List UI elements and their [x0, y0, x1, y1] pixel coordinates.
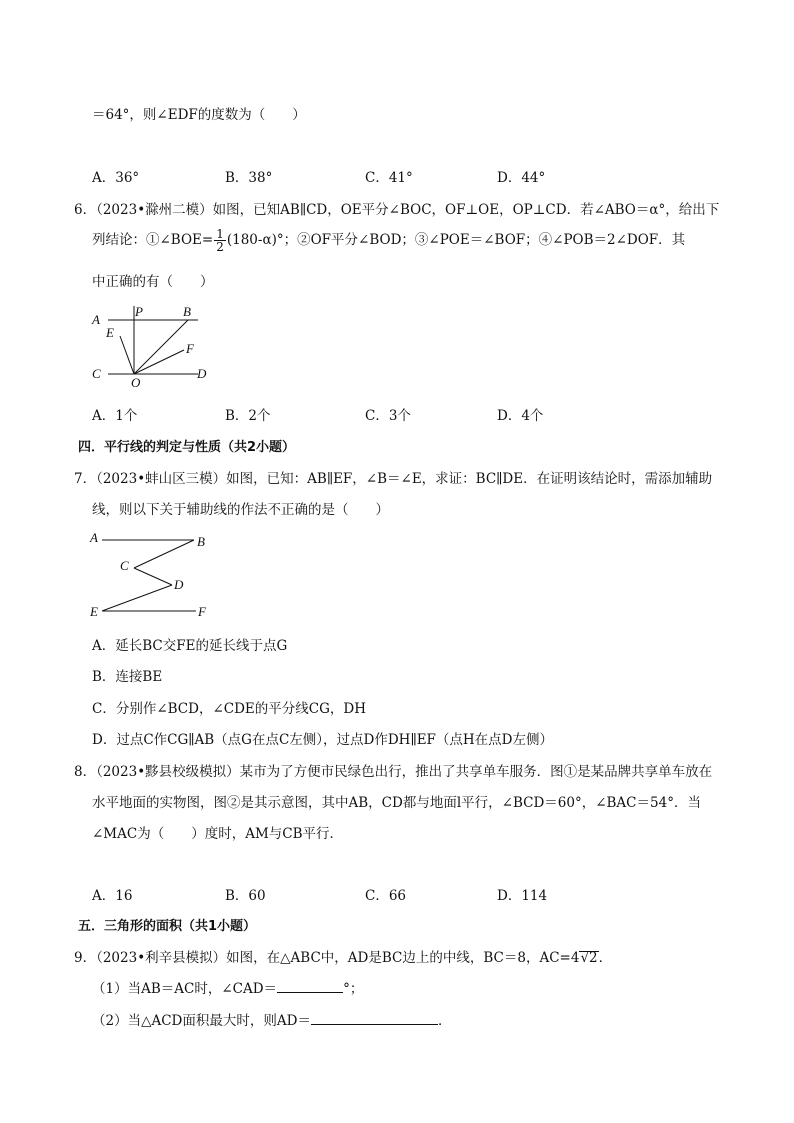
q8-stem-line1: 8．（2023•黟县校级模拟）某市为了方便市民绿色出行，推出了共享单车服务．图①是某品牌共享单车放在 — [74, 764, 713, 780]
q5-option-d: D．44° — [497, 170, 546, 186]
q6-stem-line2 — [92, 228, 685, 253]
section-heading-5: 五．三角形的面积（共1小题） — [78, 919, 257, 934]
q6-label-f: F — [186, 341, 194, 356]
q6-option-d: D．4个 — [497, 408, 544, 424]
q9-stem-line1 — [74, 946, 612, 966]
q6-label-b: B — [183, 304, 191, 319]
q9-sub2-pre: （2）当△ACD面积最大时，则AD＝ — [92, 1013, 311, 1029]
q7-line-bc — [134, 540, 194, 568]
q7-option-d: D．过点C作CG∥AB（点G在点C左侧），过点D作DH∥EF（点H在点D左侧） — [92, 732, 554, 748]
q9-sub2-answer-blank[interactable] — [311, 1012, 438, 1025]
q7-line-cd — [134, 568, 172, 585]
q6-option-a: A．1个 — [92, 408, 138, 424]
q5-option-a: A．36° — [92, 170, 140, 186]
q9-sub2-post: ． — [437, 1013, 452, 1029]
q7-label-f: F — [198, 604, 206, 619]
q7-line-de — [102, 585, 172, 611]
q7-stem-line2: 线，则以下关于辅助线的作法不正确的是（ ） — [92, 502, 389, 518]
q6-line-ob — [134, 320, 188, 374]
q9-sqrt: √2 — [580, 950, 598, 966]
q5-text-line: ＝64°，则∠EDF的度数为（ ） — [92, 107, 306, 123]
q7-label-d: D — [174, 577, 184, 592]
section-heading-4: 四．平行线的判定与性质（共2小题） — [78, 440, 296, 455]
q6-label-o: O — [131, 375, 141, 390]
q7-option-c: C．分别作∠BCD，∠CDE的平分线CG，DH — [92, 701, 366, 717]
q9-sub1-post: °； — [343, 981, 364, 997]
q7-figure — [86, 526, 222, 620]
q6-stem-line3: 中正确的有（ ） — [92, 274, 214, 290]
q9-sub1-answer-blank[interactable] — [277, 980, 343, 993]
q6-fraction-numerator: 1 — [216, 227, 224, 241]
q6-stem-line2-post: (180-α)°；②OF平分∠BOD；③∠POE＝∠BOF；④∠POB＝2∠DOF．其 — [226, 232, 686, 248]
q6-figure — [86, 300, 216, 390]
q6-line-oe — [120, 336, 134, 374]
q6-label-c: C — [92, 366, 101, 381]
q6-stem-line1: 6．（2023•滁州二模）如图，已知AB∥CD，OE平分∠BOC，OF⊥OE，OP⊥CD．若∠ABO＝α°，给出下 — [74, 202, 720, 218]
q6-label-p: P — [135, 304, 143, 319]
q8-option-d: D．114 — [497, 888, 548, 904]
q6-option-b: B．2个 — [225, 408, 271, 424]
q9-sqrt-value: 2 — [589, 950, 598, 966]
q9-sub1-pre: （1）当AB＝AC时，∠CAD＝ — [92, 981, 278, 997]
q6-fraction-denominator: 2 — [216, 240, 224, 254]
q6-label-d: D — [197, 366, 207, 381]
q5-option-c: C．41° — [365, 170, 413, 186]
q8-option-b: B．60 — [225, 888, 266, 904]
q9-sub2 — [92, 1009, 451, 1029]
q6-option-c: C．3个 — [365, 408, 411, 424]
q8-option-a: A．16 — [92, 888, 133, 904]
q7-label-b: B — [197, 534, 205, 549]
q9-sub1 — [92, 977, 363, 997]
q8-stem-line3: ∠MAC为（ ）度时，AM与CB平行． — [92, 826, 344, 842]
q6-label-e: E — [106, 325, 114, 340]
q6-line-of — [134, 350, 184, 374]
q7-stem-line1: 7．（2023•蚌山区三模）如图，已知：AB∥EF，∠B＝∠E，求证：BC∥DE．在证明该结论时，需添加辅助 — [74, 471, 713, 487]
q7-label-a: A — [90, 530, 98, 545]
q8-stem-line2: 水平地面的实物图，图②是其示意图，其中AB，CD都与地面l平行，∠BCD＝60°，∠BAC＝54°．当 — [92, 795, 701, 811]
q6-stem-line2-pre: 列结论：①∠BOE= — [92, 232, 214, 248]
q8-option-c: C．66 — [365, 888, 407, 904]
q7-label-c: C — [120, 558, 129, 573]
q7-option-a: A．延长BC交FE的延长线于点G — [92, 638, 288, 654]
q6-label-a: A — [92, 312, 100, 327]
q7-option-b: B．连接BE — [92, 669, 163, 685]
q9-stem-post: ． — [598, 950, 613, 966]
q5-option-b: B．38° — [225, 170, 273, 186]
q9-stem-pre: 9．（2023•利辛县模拟）如图，在△ABC中，AD是BC边上的中线，BC＝8，AC=4 — [74, 950, 580, 966]
q6-fraction — [214, 228, 226, 253]
q7-label-e: E — [90, 604, 98, 619]
